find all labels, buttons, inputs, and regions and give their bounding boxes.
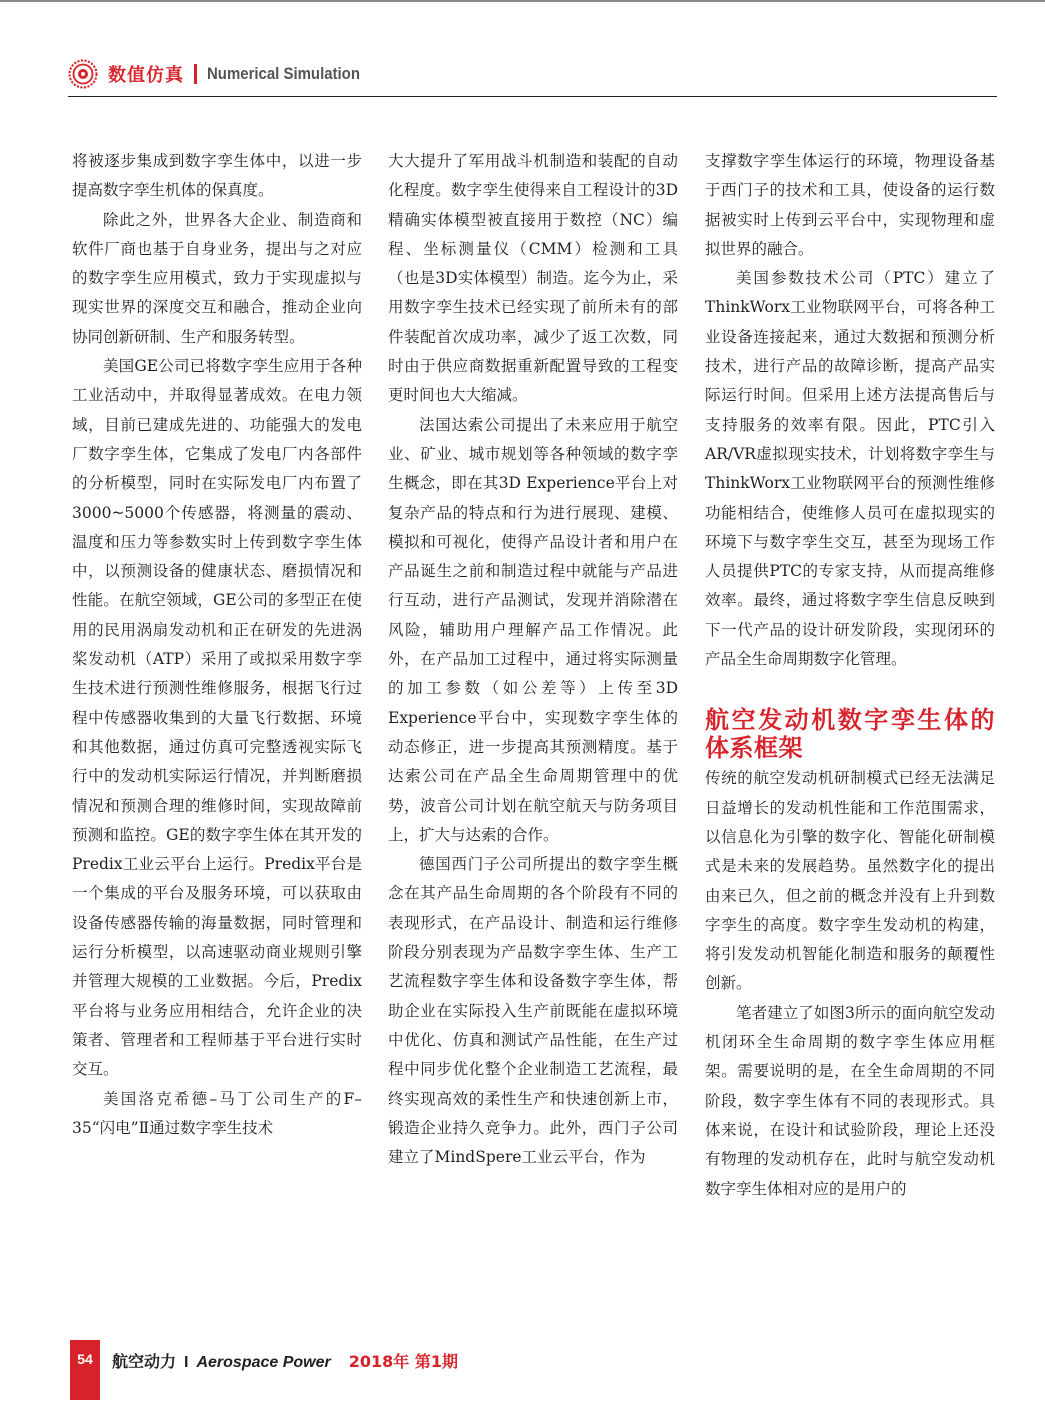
paragraph: 笔者建立了如图3所示的面向航空发动机闭环全生命周期的数字孪生体应用框架。需要说明的是，在全生命周期的不同阶段，数字孪生体有不同的表现形式。具体来说，在设计和试验阶段，理论上还没有物理的发动机存在，此时与航空发动机数字孪生体相对应的是用户的	[705, 1003, 995, 1198]
paragraph: 法国达索公司提出了未来应用于航空业、矿业、城市规划等各种领域的数字孪生概念，即在其3D Experience平台上对复杂产品的特点和行为进行展现、建模、模拟和可视化，使得产品设计者和用户在产品诞生之前和制造过程中就能与产品进行互动，进行产品测试，发现并消除潜在风险，辅助用户理解产品工作情况。此外，在产品加工过程中，通过将实际测量的加工参数（如公差等）上传至3D Experience平台中，实现数字孪生体的动态修正，进一步提高其预测精度。基于达索公司在产品全生命周期管理中的优势，波音公司计划在航空航天与防务项目上，扩大与达索的合作。	[388, 415, 678, 844]
page-number: 54	[70, 1340, 100, 1400]
paragraph: 美国GE公司已将数字孪生应用于各种工业活动中，并取得显著成效。在电力领域，目前已建成先进的、功能强大的发电厂数字孪生体，它集成了发电厂内各部件的分析模型，同时在实际发电厂内布置了3000~5000个传感器，将测量的震动、温度和压力等参数实时上传到数字孪生体中，以预测设备的健康状态、磨损情况和性能。在航空领域，GE公司的多型正在使用的民用涡扇发动机和正在研发的先进涡桨发动机（ATP）采用了或拟采用数字孪生技术进行预测性维修服务，根据飞行过程中传感器收集到的大量飞行数据、环境和其他数据，通过仿真可完整透视实际飞行中的发动机实际运行情况，并判断磨损情况和预测合理的维修时间，实现故障前预测和监控。GE的数字孪生体在其开发的Predix工业云平台上运行。Predix平台是一个集成的平台及服务环境，可以获取由设备传感器传输的海量数据，同时管理和运行分析模型，以高速驱动商业规则引擎并管理大规模的工业数据。今后，Predix平台将与业务应用相结合，允许企业的决策者、管理者和工程师基于平台进行实时交互。	[72, 357, 362, 1079]
section-title-en: Numerical Simulation	[207, 64, 360, 83]
paragraph: 将被逐步集成到数字孪生体中，以进一步提高数字孪生机体的保真度。	[72, 152, 362, 200]
journal-logo-icon	[68, 59, 98, 89]
header-divider	[194, 64, 197, 84]
section-title-cn: 数值仿真	[108, 65, 184, 86]
paragraph: 美国参数技术公司（PTC）建立了ThinkWorx工业物联网平台，可将各种工业设备连接起来，通过大数据和预测分析技术，进行产品的故障诊断，提高产品实际运行时间。但采用上述方法提高售后与支持服务的效率有限。因此，PTC引入AR/VR虚拟现实技术，计划将数字孪生与ThinkWorx工业物联网平台的预测性维修功能相结合，使维修人员可在虚拟现实的环境下与数字孪生交互，甚至为现场工作人员提供PTC的专家支持，从而提高维修效率。最终，通过将数字孪生信息反映到下一代产品的设计研发阶段，实现闭环的产品全生命周期数字化管理。	[705, 269, 995, 669]
journal-name-en: Aerospace Power	[196, 1354, 331, 1371]
header-rule	[68, 96, 997, 97]
text-column-2	[388, 147, 678, 1172]
paragraph: 大大提升了军用战斗机制造和装配的自动化程度。数字孪生使得来自工程设计的3D精确实体模型被直接用于数控（NC）编程、坐标测量仪（CMM）检测和工具（也是3D实体模型）制造。迄今为止，采用数字孪生技术已经实现了前所未有的部件装配首次成功率，减少了返工次数，同时由于供应商数据重新配置导致的工程变更时间也大大缩减。	[388, 152, 678, 405]
paragraph: 美国洛克希德–马丁公司生产的F–35“闪电”Ⅱ通过数字孪生技术	[72, 1089, 362, 1137]
text-column-1	[72, 147, 362, 1143]
paragraph: 除此之外，世界各大企业、制造商和软件厂商也基于自身业务，提出与之对应的数字孪生应用模式，致力于实现虚拟与现实世界的深度交互和融合，推动企业向协同创新研制、生产和服务转型。	[72, 210, 362, 346]
section-heading: 航空发动机数字孪生体的体系框架	[705, 706, 995, 763]
running-footer	[70, 1340, 458, 1400]
journal-name-cn: 航空动力	[112, 1352, 177, 1371]
paragraph: 德国西门子公司所提出的数字孪生概念在其产品生命周期的各个阶段有不同的表现形式，在产品设计、制造和运行维修阶段分别表现为产品数字孪生体、生产工艺流程数字孪生体和设备数字孪生体，帮助企业在实际投入生产前既能在虚拟环境中优化、仿真和测试产品性能，在生产过程中同步优化整个企业制造工艺流程，最终实现高效的柔性生产和快速创新上市，锻造企业持久竞争力。此外，西门子公司建立了MindSpere工业云平台，作为	[388, 855, 678, 1167]
paragraph: 传统的航空发动机研制模式已经无法满足日益增长的发动机性能和工作范围需求，以信息化为引擎的数字化、智能化研制模式是未来的发展趋势。虽然数字化的提出由来已久，但之前的概念并没有上升到数字孪生的高度。数字孪生发动机的构建，将引发发动机智能化制造和服务的颠覆性创新。	[705, 769, 995, 993]
issue-label: 2018年 第1期	[348, 1352, 458, 1371]
text-column-3	[705, 147, 995, 1204]
paragraph: 支撑数字孪生体运行的环境，物理设备基于西门子的技术和工具，使设备的运行数据被实时上传到云平台中，实现物理和虚拟世界的融合。	[705, 152, 995, 258]
journal-info	[112, 1349, 458, 1372]
running-header	[68, 58, 381, 90]
top-rule	[0, 0, 1045, 2]
footer-separator: I	[184, 1354, 189, 1371]
